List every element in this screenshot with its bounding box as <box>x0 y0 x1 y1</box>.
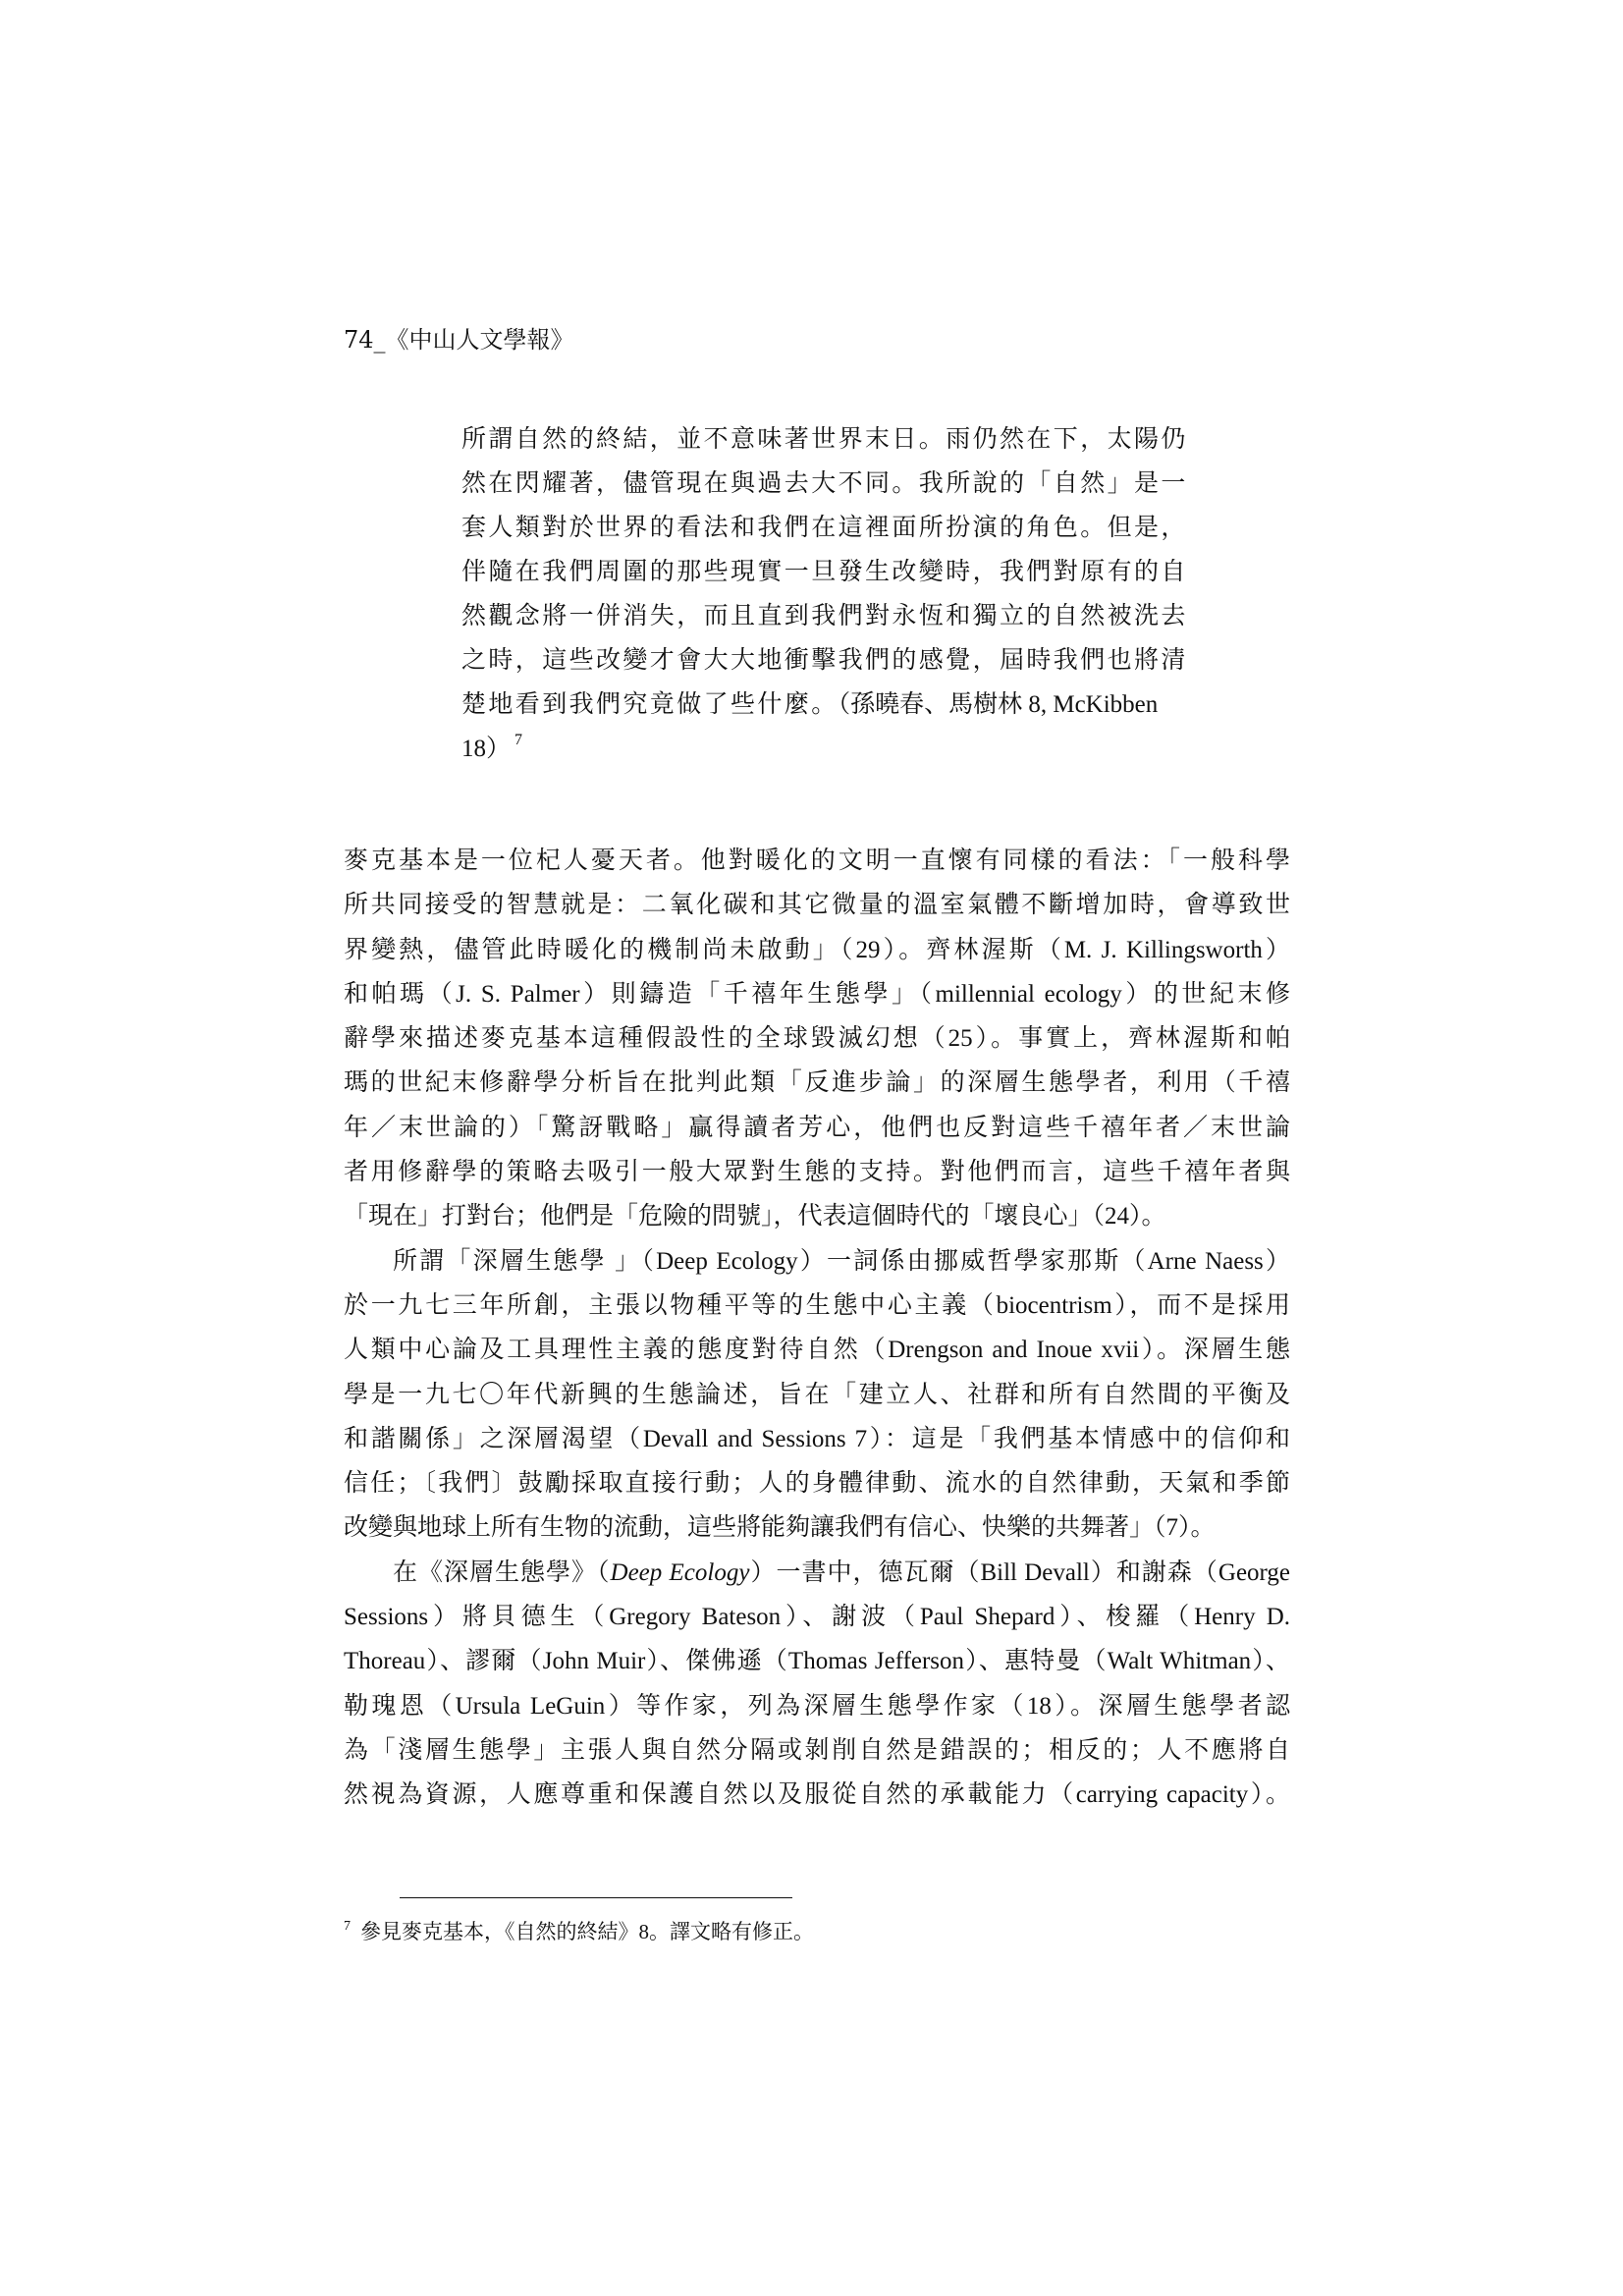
running-head: 74_《中山人文學報》 <box>344 326 574 354</box>
text-line: 者用修辭學的策略去吸引一般大眾對生態的支持。對他們而言，這些千禧年者與 <box>344 1159 1290 1186</box>
footnote-reference: 7 <box>514 732 523 748</box>
text-line: 於一九七三年所創，主張以物種平等的生態中心主義（biocentrism），而不是採用 <box>344 1291 1290 1319</box>
text-line: 改變與地球上所有生物的流動，這些將能夠讓我們有信心、快樂的共舞著」（7）。 <box>344 1514 1216 1542</box>
block-quotation <box>461 416 1217 770</box>
text-segment: ）一書中，德瓦爾（Bill Devall）和謝森（George <box>749 1558 1290 1586</box>
paragraph-1 <box>344 839 1290 1239</box>
footnote-mark: 7 <box>344 1919 351 1934</box>
text-line: 和帕瑪（J. S. Palmer）則鑄造「千禧年生態學」（millennial ecology）的世紀末修 <box>344 980 1290 1008</box>
quote-citation-end: 18） <box>461 736 512 762</box>
text-line: 人類中心論及工具理性主義的態度對待自然（Drengson and Inoue xvii）。深層生態 <box>344 1337 1290 1364</box>
text-line: 瑪的世紀末修辭學分析旨在批判此類「反進步論」的深層生態學者，利用（千禧 <box>344 1069 1290 1097</box>
quote-text: 楚地看到我們究竟做了些什麼。 <box>461 689 839 718</box>
paragraph-2 <box>344 1239 1290 1551</box>
quote-line: 伴隨在我們周圍的那些現實一旦發生改變時，我們對原有的自 <box>461 557 1188 585</box>
text-line: Thoreau）、謬爾（John Muir）、傑佛遜（Thomas Jefferson）、惠特曼（Walt Whitman）、 <box>344 1648 1290 1675</box>
text-line: 麥克基本是一位杞人憂天者。他對暖化的文明一直懷有同樣的看法：「一般科學 <box>344 847 1290 874</box>
footnote <box>344 1915 814 1952</box>
quote-line: 套人類對於世界的看法和我們在這裡面所扮演的角色。但是， <box>461 513 1188 541</box>
text-line: 和諧關係」之深層渴望（Devall and Sessions 7）：這是「我們基本情感中的信仰和 <box>344 1425 1290 1452</box>
text-line <box>344 1551 1290 1595</box>
paragraph-3 <box>344 1551 1290 1818</box>
footnote-separator <box>400 1897 792 1898</box>
text-line: 勒瑰恩（Ursula LeGuin）等作家，列為深層生態學作家（18）。深層生態學者認 <box>344 1692 1290 1720</box>
text-line: 學是一九七〇年代新興的生態論述，旨在「建立人、社群和所有自然間的平衡及 <box>344 1381 1290 1408</box>
text-line: 信任；〔我們〕鼓勵採取直接行動；人的身體律動、流水的自然律動，天氣和季節 <box>344 1470 1290 1498</box>
text-line: 「現在」打對台；他們是「危險的問號」，代表這個時代的「壞良心」（24）。 <box>344 1203 1166 1230</box>
quote-citation: （孫曉春、馬樹林 8, McKibben <box>838 691 1159 718</box>
quote-line: 然觀念將一併消失，而且直到我們對永恆和獨立的自然被洗去 <box>461 601 1188 629</box>
quote-line: 然在閃耀著，儘管現在與過去大不同。我所說的「自然」是一 <box>461 468 1188 497</box>
text-line: Sessions）將貝德生（Gregory Bateson）、謝波（Paul Shepard）、梭羅（Henry D. <box>344 1604 1290 1631</box>
quote-line: 之時，這些改變才會大大地衝擊我們的感覺，屆時我們也將清 <box>461 645 1188 674</box>
footnote-text: 參見麥克基本，《自然的終結》8。譯文略有修正。 <box>360 1920 814 1943</box>
text-line: 界變熱，儘管此時暖化的機制尚未啟動」（29）。齊林渥斯（M. J. Killingsworth） <box>344 936 1290 963</box>
text-line: 然視為資源，人應尊重和保護自然以及服從自然的承載能力（carrying capacity）。 <box>344 1781 1290 1809</box>
text-line: 年／末世論的）「驚訝戰略」贏得讀者芳心，他們也反對這些千禧年者／末世論 <box>344 1114 1290 1141</box>
text-line: 所共同接受的智慧就是：二氧化碳和其它微量的溫室氣體不斷增加時，會導致世 <box>344 892 1290 919</box>
text-line: 所謂「深層生態學 」（Deep Ecology）一詞係由挪威哲學家那斯（Arne Naess） <box>393 1247 1290 1275</box>
book-title-italic: Deep Ecology <box>610 1558 750 1586</box>
body-text <box>344 839 1290 1818</box>
quote-line <box>461 682 1217 726</box>
text-line: 為「淺層生態學」主張人與自然分隔或剝削自然是錯誤的；相反的；人不應將自 <box>344 1736 1290 1764</box>
quote-line: 所謂自然的終結，並不意味著世界末日。雨仍然在下，太陽仍 <box>461 424 1188 453</box>
quote-line <box>461 726 1217 770</box>
text-segment: 在《深層生態學》（ <box>393 1558 611 1586</box>
text-line: 辭學來描述麥克基本這種假設性的全球毀滅幻想（25）。事實上，齊林渥斯和帕 <box>344 1025 1290 1053</box>
